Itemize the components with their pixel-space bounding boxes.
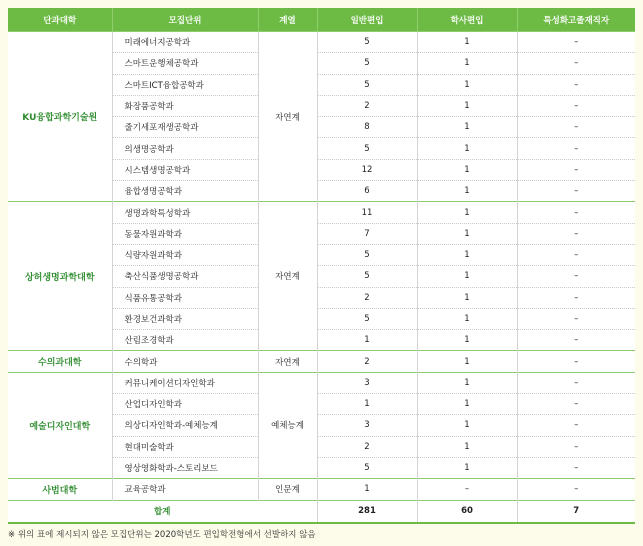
special-count: – xyxy=(517,287,635,308)
bachelor-count: 1 xyxy=(417,372,517,393)
bachelor-count: 1 xyxy=(417,138,517,159)
track-name: 인문계 xyxy=(258,479,317,500)
header-track: 계열 xyxy=(258,8,317,32)
college-name: KU융합과학기술원 xyxy=(8,32,112,202)
special-count: – xyxy=(517,351,635,372)
bachelor-count: 1 xyxy=(417,202,517,223)
general-count: 1 xyxy=(317,479,417,500)
unit-name: 생명과학특성학과 xyxy=(112,202,258,223)
header-general: 일반편입 xyxy=(317,8,417,32)
bachelor-count: 1 xyxy=(417,181,517,202)
special-count: – xyxy=(517,394,635,415)
special-count: – xyxy=(517,244,635,265)
bachelor-count: 1 xyxy=(417,95,517,116)
special-count: – xyxy=(517,479,635,500)
general-count: 5 xyxy=(317,266,417,287)
general-count: 3 xyxy=(317,372,417,393)
unit-name: 스마트ICT융합공학과 xyxy=(112,74,258,95)
table-body xyxy=(8,32,635,523)
track-name: 예체능계 xyxy=(258,372,317,478)
header-college: 단과대학 xyxy=(8,8,112,32)
unit-name: 시스템생명공학과 xyxy=(112,159,258,180)
bachelor-count: 1 xyxy=(417,159,517,180)
bachelor-count: 1 xyxy=(417,266,517,287)
special-count: – xyxy=(517,330,635,351)
general-count: 3 xyxy=(317,415,417,436)
general-count: 5 xyxy=(317,457,417,478)
bachelor-count: 1 xyxy=(417,394,517,415)
table-row xyxy=(8,351,635,372)
bachelor-count: 1 xyxy=(417,53,517,74)
bachelor-count: – xyxy=(417,479,517,500)
special-count: – xyxy=(517,53,635,74)
table-header-row xyxy=(8,8,635,32)
admission-table xyxy=(8,8,635,524)
special-count: – xyxy=(517,415,635,436)
college-name: 수의과대학 xyxy=(8,351,112,372)
general-count: 6 xyxy=(317,181,417,202)
general-count: 5 xyxy=(317,308,417,329)
unit-name: 축산식품생명공학과 xyxy=(112,266,258,287)
unit-name: 의생명공학과 xyxy=(112,138,258,159)
total-label: 합계 xyxy=(8,500,317,523)
unit-name: 스마트운행체공학과 xyxy=(112,53,258,74)
header-bachelor: 학사편입 xyxy=(417,8,517,32)
general-count: 8 xyxy=(317,117,417,138)
unit-name: 화장품공학과 xyxy=(112,95,258,116)
table-row xyxy=(8,202,635,223)
college-name: 상허생명과학대학 xyxy=(8,202,112,351)
table-row xyxy=(8,479,635,500)
general-count: 5 xyxy=(317,138,417,159)
total-bachelor: 60 xyxy=(417,500,517,523)
general-count: 5 xyxy=(317,32,417,53)
unit-name: 줄기세포재생공학과 xyxy=(112,117,258,138)
special-count: – xyxy=(517,74,635,95)
header-unit: 모집단위 xyxy=(112,8,258,32)
unit-name: 교육공학과 xyxy=(112,479,258,500)
total-general: 281 xyxy=(317,500,417,523)
special-count: – xyxy=(517,117,635,138)
bachelor-count: 1 xyxy=(417,244,517,265)
track-name: 자연계 xyxy=(258,32,317,202)
table-row xyxy=(8,32,635,53)
bachelor-count: 1 xyxy=(417,32,517,53)
special-count: – xyxy=(517,457,635,478)
general-count: 2 xyxy=(317,436,417,457)
general-count: 2 xyxy=(317,287,417,308)
total-row xyxy=(8,500,635,523)
total-special: 7 xyxy=(517,500,635,523)
unit-name: 융합생명공학과 xyxy=(112,181,258,202)
bachelor-count: 1 xyxy=(417,436,517,457)
special-count: – xyxy=(517,95,635,116)
general-count: 5 xyxy=(317,53,417,74)
unit-name: 식량자원과학과 xyxy=(112,244,258,265)
general-count: 11 xyxy=(317,202,417,223)
track-name: 자연계 xyxy=(258,202,317,351)
college-name: 사범대학 xyxy=(8,479,112,500)
unit-name: 수의학과 xyxy=(112,351,258,372)
unit-name: 환경보건과학과 xyxy=(112,308,258,329)
unit-name: 영상영화학과-스토리보드 xyxy=(112,457,258,478)
special-count: – xyxy=(517,138,635,159)
general-count: 5 xyxy=(317,74,417,95)
bachelor-count: 1 xyxy=(417,308,517,329)
special-count: – xyxy=(517,266,635,287)
bachelor-count: 1 xyxy=(417,415,517,436)
bachelor-count: 1 xyxy=(417,117,517,138)
track-name: 자연계 xyxy=(258,351,317,372)
table-row xyxy=(8,372,635,393)
general-count: 1 xyxy=(317,330,417,351)
unit-name: 산업디자인학과 xyxy=(112,394,258,415)
general-count: 7 xyxy=(317,223,417,244)
special-count: – xyxy=(517,223,635,244)
bachelor-count: 1 xyxy=(417,351,517,372)
bachelor-count: 1 xyxy=(417,457,517,478)
unit-name: 커뮤니케이션디자인학과 xyxy=(112,372,258,393)
unit-name: 현대미술학과 xyxy=(112,436,258,457)
special-count: – xyxy=(517,159,635,180)
general-count: 1 xyxy=(317,394,417,415)
bachelor-count: 1 xyxy=(417,330,517,351)
unit-name: 산림조경학과 xyxy=(112,330,258,351)
general-count: 5 xyxy=(317,244,417,265)
special-count: – xyxy=(517,181,635,202)
bachelor-count: 1 xyxy=(417,74,517,95)
special-count: – xyxy=(517,436,635,457)
college-name: 예술디자인대학 xyxy=(8,372,112,478)
special-count: – xyxy=(517,202,635,223)
header-special: 특성화고졸재직자 xyxy=(517,8,635,32)
bachelor-count: 1 xyxy=(417,223,517,244)
unit-name: 동물자원과학과 xyxy=(112,223,258,244)
special-count: – xyxy=(517,308,635,329)
general-count: 12 xyxy=(317,159,417,180)
unit-name: 의상디자인학과-예체능계 xyxy=(112,415,258,436)
general-count: 2 xyxy=(317,351,417,372)
unit-name: 미래에너지공학과 xyxy=(112,32,258,53)
bachelor-count: 1 xyxy=(417,287,517,308)
general-count: 2 xyxy=(317,95,417,116)
special-count: – xyxy=(517,32,635,53)
unit-name: 식품유통공학과 xyxy=(112,287,258,308)
footnote: ※ 위의 표에 제시되지 않은 모집단위는 2020학년도 편입학전형에서 선발하지 않음 xyxy=(8,530,316,540)
special-count: – xyxy=(517,372,635,393)
